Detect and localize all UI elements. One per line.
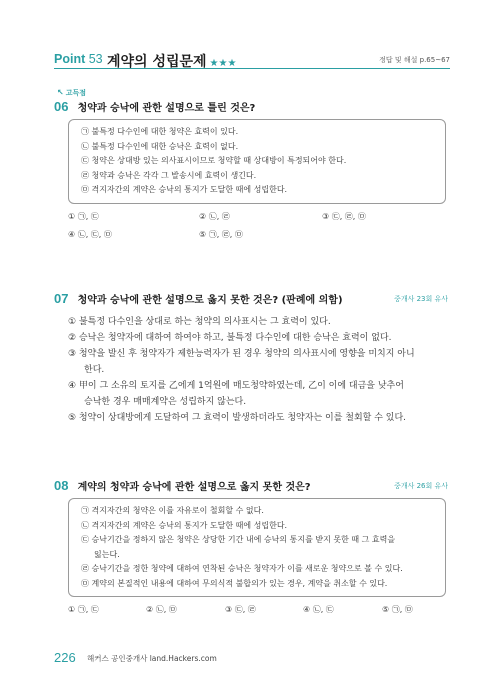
question-text: 청약과 승낙에 관한 설명으로 옳지 못한 것은? (판례에 의함): [77, 295, 343, 306]
question-number: 07: [54, 291, 69, 306]
answer-choice[interactable]: ④ ㉡, ㉢: [303, 605, 334, 614]
arrow-icon: ↖: [57, 88, 64, 97]
statement-line: ㉣ 승낙기간을 정한 청약에 대하여 연착된 승낙은 청약자가 이를 새로운 청약으로 볼 수 있다.: [81, 564, 403, 573]
statement-line-continued: 승낙한 경우 매매계약은 성립하지 않는다.: [84, 397, 247, 407]
statement-line: ⑤ 청약이 상대방에게 도달하여 그 효력이 발생하더라도 청약자는 이를 철회할 수 있다.: [68, 413, 406, 423]
difficulty-stars: ★★★: [209, 58, 237, 69]
answer-choice[interactable]: ② ㉡, ㉤: [146, 605, 177, 614]
statement-line: ㉡ 격지자간의 계약은 승낙의 통지가 도달한 때에 성립한다.: [81, 520, 288, 530]
answer-choice[interactable]: ③ ㉢, ㉣, ㉤: [322, 212, 366, 221]
statement-line: ㉤ 계약의 본질적인 내용에 대하여 무의식적 불합의가 있는 경우, 계약을 취소할 수 있다.: [81, 578, 388, 588]
section-title-text: 계약의 성립문제: [107, 54, 207, 70]
statement-line: ㉤ 격지자간의 계약은 승낙의 통지가 도달한 때에 성립한다.: [81, 185, 288, 194]
answer-reference: 정답 및 해설 p.65~67: [379, 56, 450, 64]
statement-line: ㉢ 승낙기간을 정하지 않은 청약은 상당한 기간 내에 승낙의 통지를 받지 못한 때 그 효력을: [81, 535, 396, 544]
question-text: 청약과 승낙에 관한 설명으로 틀린 것은?: [77, 103, 256, 114]
statement-line: ㉣ 청약과 승낙은 각각 그 발송시에 효력이 생긴다.: [81, 170, 257, 180]
point-number: 53: [88, 52, 103, 66]
question-08-statement-box: [68, 498, 446, 597]
answer-choice[interactable]: ① ㉠, ㉢: [68, 605, 99, 614]
point-tag: [54, 52, 103, 66]
point-label: Point: [54, 52, 86, 66]
answer-choice[interactable]: ⑤ ㉠, ㉣, ㉤: [199, 230, 243, 239]
question-06-heading: [54, 96, 255, 114]
question-number: 06: [54, 99, 69, 114]
answer-choice[interactable]: ① ㉠, ㉢: [68, 212, 99, 221]
page-header: [54, 52, 450, 72]
statement-line: ② 승낙은 청약자에 대하여 하여야 하고, 불특정 다수인에 대한 승낙은 효력이 없다.: [68, 333, 392, 343]
statement-line: ㉠ 격지자간의 청약은 이를 자유로이 철회할 수 없다.: [81, 506, 264, 515]
statement-line-continued: 한다.: [84, 365, 105, 375]
question-07-heading: [54, 288, 343, 306]
page-number: 226: [54, 650, 76, 665]
statement-line: ③ 청약을 발신 후 청약자가 제한능력자가 된 경우 청약의 의사표시에 영향을 미치지 아니: [68, 349, 415, 359]
answer-choice[interactable]: ② ㉡, ㉣: [199, 212, 230, 221]
footer-text: 해커스 공인중개사 land.Hackers.com: [87, 654, 217, 663]
question-08-heading: [54, 475, 311, 493]
statement-line: ㉡ 불특정 다수인에 대한 승낙은 효력이 없다.: [81, 141, 239, 151]
answer-choice[interactable]: ⑤ ㉠, ㉤: [382, 605, 413, 614]
question-number: 08: [54, 478, 69, 493]
answer-choice[interactable]: ④ ㉡, ㉢, ㉤: [68, 230, 112, 239]
statement-line: ㉢ 청약은 상대방 있는 의사표시이므로 청약할 때 상대방이 특정되어야 한다.: [81, 156, 347, 165]
statement-line: ④ 甲이 그 소유의 토지를 乙에게 1억원에 매도청약하였는데, 乙이 이에 대금을 낮추어: [68, 381, 404, 391]
answer-choice[interactable]: ③ ㉢, ㉣: [225, 605, 256, 614]
statement-line: ① 불특정 다수인을 상대로 하는 청약의 의사표시는 그 효력이 있다.: [68, 317, 331, 327]
question-06-statement-box: [68, 119, 446, 204]
level-badge-text: 고득점: [65, 89, 86, 97]
question-text: 계약의 청약과 승낙에 관한 설명으로 옳지 못한 것은?: [77, 482, 311, 493]
question-07-source: 중개사 23회 유사: [394, 295, 448, 303]
statement-line-continued: 잃는다.: [94, 549, 120, 559]
question-08-source: 중개사 26회 유사: [394, 482, 448, 490]
header-divider: [54, 68, 450, 69]
statement-line: ㉠ 불특정 다수인에 대한 청약은 효력이 있다.: [81, 127, 239, 136]
